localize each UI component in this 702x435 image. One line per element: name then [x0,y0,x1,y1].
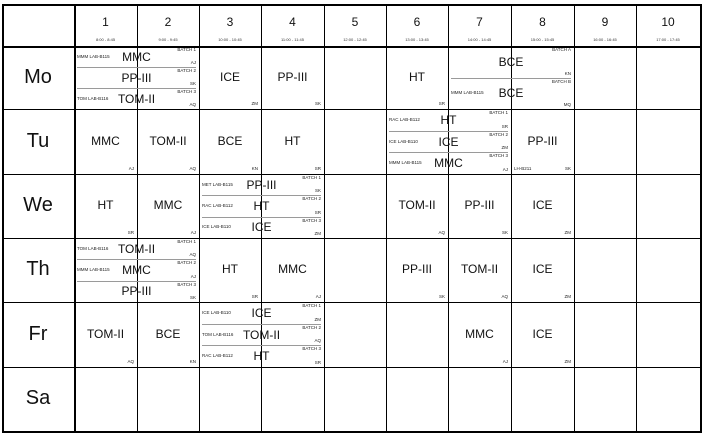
subject-name: BCE [498,86,524,101]
day-label: Mo [24,65,52,88]
lab-room: TOM LAB-B116 [202,331,234,337]
teacher-initials: ZM [564,359,571,364]
batch-label: BATCH B [551,78,571,84]
subject-name: PP-III [246,177,277,192]
subject-name: BCE [155,326,181,341]
teacher-initials: AJ [128,166,134,171]
subject-name: HT [253,349,270,364]
subject-name: HT [253,199,270,213]
subject-name: TOM-II [117,91,156,106]
batch-label: BATCH 3 [302,217,321,223]
subject-name: TOM-II [117,241,156,256]
subject-name: TOM-II [398,198,436,212]
period-number: 7 [476,15,483,29]
subject-name: PP-III [527,133,558,148]
period-time: 12:00 - 12:45 [343,37,367,42]
batch-label: BATCH 1 [489,110,508,115]
batch-label: BATCH 3 [489,153,508,159]
teacher-initials: SR [314,209,321,215]
lab-room: MET LAB-B115 [202,181,233,187]
teacher-initials: SR [438,101,445,106]
batch-label: BATCH 2 [489,131,508,137]
subject-name: MMC [122,263,151,277]
teacher-initials: AQ [189,252,196,258]
teacher-initials: SK [189,81,196,86]
subject-name: TOM-II [86,326,125,341]
batch-label: BATCH 2 [177,68,196,73]
subject-name: HT [284,133,301,148]
lab-room: ICE LAB-B110 [202,309,231,315]
period-time: 11:00 - 11:45 [281,37,304,42]
teacher-initials: AQ [127,359,134,364]
teacher-initials: SR [314,166,321,171]
subject-name: MMC [278,262,307,276]
lab-room: MMM LAB-B115 [77,53,110,59]
batch-label: BATCH 1 [177,239,196,244]
teacher-initials: SK [314,101,321,106]
teacher-initials: ZM [501,145,508,151]
subject-name: ICE [532,262,553,276]
period-time: 16:00 - 16:45 [593,37,617,42]
subject-name: ICE [532,198,553,212]
teacher-initials: AQ [189,102,196,107]
teacher-initials: SK [501,230,508,235]
teacher-initials: KN [251,166,258,171]
subject-name: HT [409,69,425,84]
period-time: 17:00 - 17:45 [656,37,680,42]
batch-label: BATCH 3 [302,346,321,352]
subject-name: TOM-II [242,327,281,342]
lab-room: MMM LAB-B115 [77,267,110,272]
teacher-initials: AJ [190,60,196,65]
period-number: 9 [601,15,609,29]
teacher-initials: AQ [314,338,321,344]
subject-name: MMC [465,326,494,341]
lab-room: RAC LAB-B112 [202,353,233,359]
teacher-initials: SR [501,123,508,129]
subject-name: ICE [251,305,272,320]
teacher-initials: SK [438,294,445,299]
period-time: 13:00 - 13:45 [405,37,429,42]
subject-name: HT [440,112,457,127]
subject-name: ICE [219,69,240,84]
teacher-initials: SK [314,188,321,194]
period-time: 10:00 - 10:45 [218,37,242,42]
period-time: 9:00 - 9:45 [158,37,178,42]
teacher-initials: AQ [501,294,508,299]
period-number: 6 [413,15,421,29]
teacher-initials: ZM [314,316,321,322]
teacher-initials: SR [314,360,321,365]
subject-name: PP-III [464,198,495,212]
batch-label: BATCH 1 [177,47,196,52]
subject-name: MMC [122,49,151,64]
grid-hline [2,367,702,368]
lab-room: RAC LAB-B112 [202,203,233,208]
period-number: 10 [661,15,675,29]
lab-room: TOM LAB-B116 [77,245,109,251]
grid-hline [2,431,702,433]
period-number: 5 [351,15,359,29]
subject-name: TOM-II [460,262,499,276]
lab-room: LH-B211 [514,166,532,171]
batch-label: BATCH A [552,47,571,52]
teacher-initials: SK [189,295,196,300]
period-number: 4 [289,15,296,29]
teacher-initials: ZM [564,294,571,299]
subject-name: ICE [532,326,553,341]
lab-room: MMM LAB-B115 [389,160,422,166]
period-time: 14:00 - 14:45 [467,37,492,42]
subject-name: ICE [438,134,459,149]
batch-label: BATCH 2 [177,260,196,266]
subject-name: PP-III [277,69,308,84]
subject-name: PP-III [121,70,152,85]
batch-label: BATCH 1 [302,175,321,180]
teacher-initials: AJ [315,294,321,299]
teacher-initials: AQ [438,230,445,235]
teacher-initials: AJ [502,167,508,172]
period-time: 15:00 - 15:45 [530,37,555,42]
day-label: Tu [26,129,50,152]
period-number: 2 [164,15,172,29]
period-time: 8:00 - 8:45 [95,37,116,42]
batch-label: BATCH 2 [302,324,321,330]
batch-label: BATCH 3 [177,281,196,287]
teacher-initials: ZM [564,230,571,235]
subject-name: BCE [498,54,524,69]
teacher-initials: KN [189,359,196,364]
subject-name: HT [222,262,238,276]
batch-label: BATCH 3 [177,89,196,94]
lab-room: RAC LAB-B112 [389,116,420,122]
teacher-initials: ZM [251,101,258,106]
batch-label: BATCH 1 [302,303,321,308]
period-number: 3 [226,15,234,29]
period-number: 8 [539,15,546,29]
grid-hline [2,4,702,6]
subject-name: PP-III [401,262,432,276]
teacher-initials: KN [564,70,571,76]
subject-name: MMC [153,198,183,212]
lab-room: TOM LAB-B116 [77,95,109,101]
subject-name: TOM-II [149,133,187,148]
day-label: Th [26,258,50,280]
teacher-initials: AJ [502,359,508,364]
subject-name: ICE [251,220,272,235]
teacher-initials: ZM [314,231,321,236]
day-label: We [23,194,53,216]
lab-room: ICE LAB-B110 [389,138,418,144]
day-label: Sa [25,387,51,409]
batch-label: BATCH 2 [302,196,321,202]
subject-name: HT [97,198,114,212]
teacher-initials: SR [127,230,134,235]
teacher-initials: SR [251,294,258,299]
teacher-initials: AJ [190,273,196,279]
teacher-initials: AQ [189,166,196,171]
subject-name: MMC [434,156,463,171]
teacher-initials: MQ [563,102,571,107]
lab-room: MMM LAB-B115 [451,90,484,96]
teacher-initials: SK [564,166,571,171]
subject-name: BCE [217,133,243,148]
period-number: 1 [102,15,109,29]
teacher-initials: AJ [190,230,196,235]
subject-name: PP-III [121,284,152,299]
day-label: Fr [28,322,48,345]
subject-name: MMC [91,133,120,148]
lab-room: ICE LAB-B110 [202,224,231,230]
